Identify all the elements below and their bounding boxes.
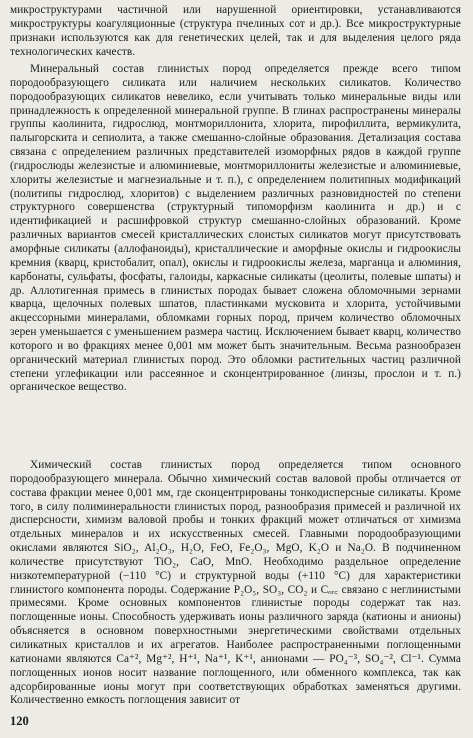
paragraph-continuation: микроструктурами частичной или нарушенной ориентировки, устанавливаются микроструктуры коагуляционные (структура пчелиных сот и др.). Все микроструктурные признаки используются как для генетических целей, так и для выделения целого ряда технологических качеств. (10, 4, 461, 58)
paragraph-mineral-composition: Минеральный состав глинистых пород определяется прежде всего типом породообразующего силиката или наличием нескольких силикатов. Количество породообразующих силикатов невелико, если учитывать только минеральные виды или принадлежность к определенной минеральной группе. В глинах распространены минералы группы каолинита, гидрослюд, монтмориллонита, хлорита, пирофиллита, вермикулита, палыгорскита и сепиолита, а также смешанно-слойные образования. Детализация состава связана с определением различных представителей изоморфных рядов в каждой группе (гидрослюды железистые и алюминиевые, монтмориллониты железистые и алюминиевые, хлориты железистые и магнезиальные и т. п.), с определением политипных модификаций (политипы гидрослюд, хлоритов) с выделением различных разновидностей по степени структурного совершенства (структурный типоморфизм каолинита и др.) и с идентификацией и расшифровкой структур смешанно-слойных образований. Кроме различных вариантов смесей кристаллических слоистых силикатов могут присутствовать аморфные силикаты (аллофаноиды), кристаллические и аморфные окислы и гидроокислы кремния (кварц, кристобалит, опал), окислы и гидроокислы железа, марганца и алюминия, карбонаты, сульфаты, фосфаты, галоиды, каркасные силикаты (цеолиты, полевые шпаты) и др. Аллотигенная примесь в глинистых породах бывает сложена обломочными зернами кварца, щелочных полевых шпатов, пластинками мусковита и хлорита, устойчивыми акцессорными минералами, обломками горных пород, причем количество обломочных зерен уменьшается с уменьшением размера частиц. Исключением бывает кварц, количество которого и во фракциях менее 0,001 мм может быть значительным. Весьма разнообразен органический материал глинистых пород. Это обломки растительных частиц различной степени углефикации или рассеянное и сконцентрированное (линзы, прослои и т. п.) органическое вещество. (10, 63, 461, 394)
page-number: 120 (10, 714, 29, 728)
paragraph-chemical-composition: Химический состав глинистых пород определяется типом основного породообразующего минерала. Обычно химический состав валовой пробы отличается от состава фракции менее 0,001 мм, где сконцентрированы тонкодисперсные силикаты. Кроме того, в силу полиминеральности глинистых пород, разнообразия примесей и различной их дисперсности, химизм валовой пробы и тонких фракций может отличаться от химизма отдельных минералов и их искусственных смесей. Главными породообразующими окислами являются SiO₂, Al₂O₃, H₂O, FeO, Fe₂O₃, MgO, K₂O и Na₂O. В подчиненном количестве присутствуют TiO₂, CaO, MnO. Необходимо раздельное определение низкотемпературной (−110 °C) и структурной воды (+110 °C) для характеристики глинистого компонента породы. Содержание P₂O₅, SO₃, CO₂ и Cₒᵣ꜀ связано с неглинистыми примесями. Кроме основных компонентов глинистые породы содержат так наз. поглощенные ионы. Способность удерживать ионы различного заряда (катионы и анионы) объясняется в основном поверхностными энергетическими свойствами отдельных силикатных кристаллов и их агрегатов. Наиболее распространенными поглощенными катионами являются Ca⁺², Mg⁺², H⁺¹, Na⁺¹, K⁺¹, анионами — PO₄⁻³, SO₄⁻², Cl⁻¹. Сумма поглощенных ионов носит название поглощенного, или обменного комплекса, так как адсорбированные ионы могут при соответствующих обработках заменяться другими. Количественно емкость поглощения зависит от (10, 459, 461, 707)
